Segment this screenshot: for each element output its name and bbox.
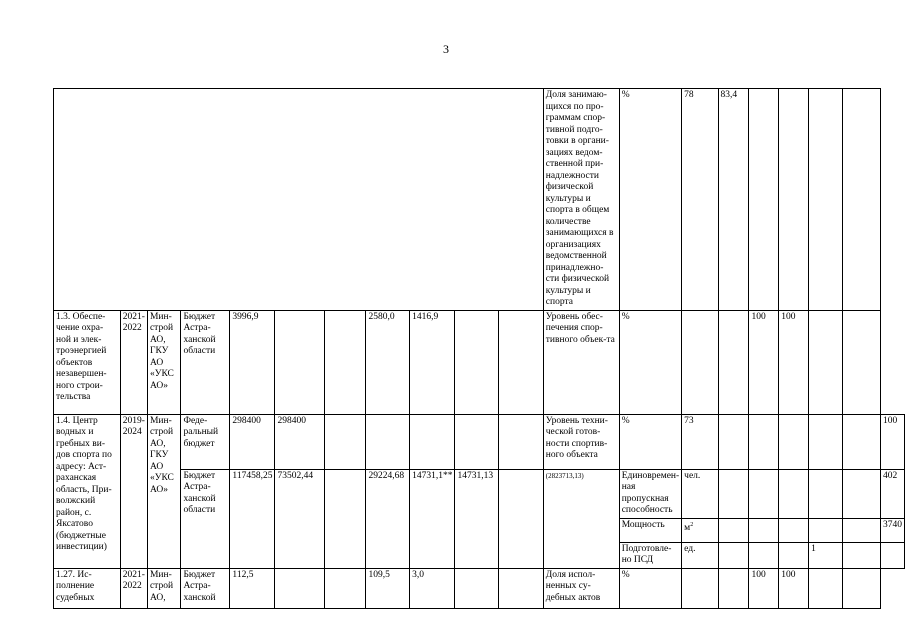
value-cell: 402 [881, 469, 905, 518]
total-cell: 117458,25 [230, 469, 275, 568]
indicator-cell: Мощность [619, 518, 681, 542]
unit-cell: % [619, 310, 681, 414]
executor-cell: Мин-строй АО, ГКУ АО «УКС АО» [147, 414, 180, 568]
unit-cell: % [619, 568, 681, 608]
value-cell: 1 [809, 542, 843, 568]
indicator-cell: Доля испол-ненных су-дебных актов [543, 568, 619, 608]
table-row-continuation [54, 89, 905, 311]
value-cell: 73502,44 [275, 469, 324, 568]
value-cell: 100 [881, 414, 905, 469]
indicator-cell: Единовремен-ная пропускная способность [619, 469, 681, 518]
period-cell: 2019-2024 [120, 414, 147, 568]
indicator-cell: Уровень техни-ческой готов-ности спортив-ного объекта [543, 414, 619, 469]
value-cell: 78 [682, 89, 718, 311]
table-row-1-4 [54, 414, 905, 469]
source-cell: Феде-ральный бюджет [181, 414, 230, 469]
indicator-cell: Доля занимаю-щихся по про-граммам спор-тивной подго-товки в органи-зациях ведом-ственной при-надлежности физической культуры и спорта в общем количестве занимающихся в организациях ведомственной принадлежно-сти физической культуры и спорта [543, 89, 619, 311]
value-cell: 100 [749, 568, 779, 608]
total-cell: 298400 [230, 414, 275, 469]
measure-name: 1.3. Обеспе-чение охра-ной и элек-троэнергией объектов незавершен-ного строи-тельства [54, 310, 121, 414]
value-cell: 14731,1** [410, 469, 455, 568]
value-cell: 83,4 [718, 89, 749, 311]
unit-cell: % [619, 414, 681, 469]
source-cell: Бюджет Астра-ханской [181, 568, 230, 608]
value-cell: 2580,0 [366, 310, 410, 414]
total-cell: 3996,9 [230, 310, 275, 414]
unit-cell: $м^2$ [682, 518, 718, 542]
table-row-1-3 [54, 310, 905, 414]
value-cell: 3740 [881, 518, 905, 542]
executor-cell: Мин-строй АО, ГКУ АО «УКС АО» [147, 310, 180, 414]
empty-cell [54, 89, 544, 311]
source-cell: Бюджет Астра-ханской области [181, 310, 230, 414]
value-cell: 100 [749, 310, 779, 414]
value-cell: 3,0 [410, 568, 455, 608]
value-cell: 100 [779, 568, 809, 608]
program-table [53, 88, 905, 609]
table-row-1-4-regional [54, 469, 905, 518]
page-number: 3 [443, 42, 449, 56]
indicator-cell: Уровень обес-печения спор-тивного объек-та [543, 310, 619, 414]
unit-cell: ед. [682, 542, 718, 568]
period-cell: 2021-2022 [120, 310, 147, 414]
value-cell: 100 [779, 310, 809, 414]
value-cell: 73 [682, 414, 718, 469]
value-cell: 298400 [275, 414, 324, 469]
executor-cell: Мин-строй АО, [147, 568, 180, 608]
value-cell: (2823713,13) [543, 469, 619, 568]
source-cell: Бюджет Астра-ханской области [181, 469, 230, 568]
period-cell: 2021-2022 [120, 568, 147, 608]
measure-name: 1.27. Ис-полнение судебных [54, 568, 121, 608]
indicator-cell: Подготовле-но ПСД [619, 542, 681, 568]
table-row-1-27 [54, 568, 905, 608]
measure-name: 1.4. Центр водных и гребных ви-дов спорта по адресу: Аст-раханская область, При-волжский район, с. Яксатово (бюджетные инвестиции) [54, 414, 121, 568]
value-cell: 29224,68 [366, 469, 410, 568]
value-cell: 14731,13 [455, 469, 499, 568]
value-cell: 109,5 [366, 568, 410, 608]
unit-cell: % [619, 89, 681, 311]
total-cell: 112,5 [230, 568, 275, 608]
value-cell: 1416,9 [410, 310, 455, 414]
unit-cell: чел. [682, 469, 718, 518]
